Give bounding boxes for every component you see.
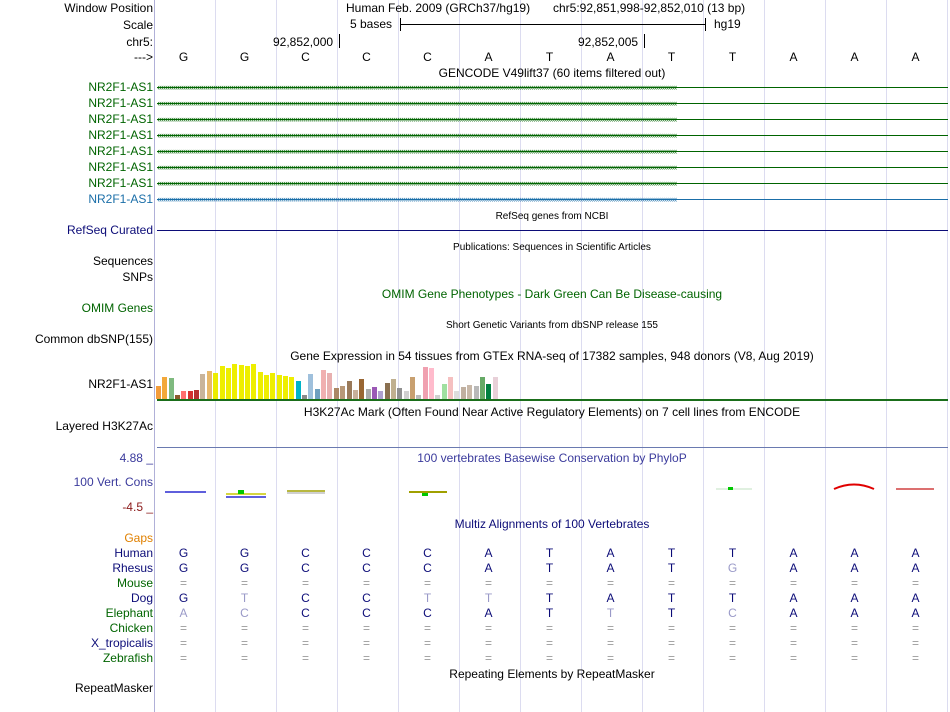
alignment-base: = (728, 636, 737, 650)
alignment-base: = (850, 576, 859, 590)
alignment-base: A (911, 546, 920, 560)
base-letter: T (728, 50, 737, 64)
alignment-base: = (179, 576, 188, 590)
alignment-base: = (301, 636, 310, 650)
alignment-base: C (240, 606, 249, 620)
alignment-base: = (179, 621, 188, 635)
alignment-base: = (606, 576, 615, 590)
gencode-strand-arrows: ‹‹‹‹‹‹‹‹‹‹‹‹‹‹‹‹‹‹‹‹‹‹‹‹‹‹‹‹‹‹‹‹‹‹‹‹‹‹‹‹‹‹‹‹‹‹‹‹‹‹‹‹‹‹‹‹‹‹‹‹‹‹‹‹‹‹‹‹‹‹‹‹‹‹‹‹‹‹‹‹‹‹‹‹‹‹‹‹‹‹‹‹‹‹‹‹‹‹‹‹‹‹‹‹‹‹‹‹‹‹‹‹‹‹‹‹‹‹‹‹‹‹‹‹‹‹‹‹‹‹‹‹‹‹‹‹‹‹‹‹‹‹‹‹‹‹‹‹‹‹‹‹‹‹‹‹‹‹‹‹‹‹‹‹‹‹‹‹‹‹‹‹‹‹‹‹‹‹‹‹‹‹‹‹‹‹‹‹‹‹‹‹‹‹‹‹‹‹‹‹‹‹‹‹‹‹‹‹‹‹‹‹‹‹‹‹‹‹‹‹‹‹‹‹‹‹‹‹‹‹‹‹‹‹‹‹‹‹‹‹‹‹‹‹‹‹‹‹‹‹‹‹‹‹‹‹‹‹‹‹ (157, 82, 677, 92)
species-label[interactable]: Dog (130, 591, 153, 605)
alignment-base: T (545, 591, 554, 605)
alignment-base: = (850, 651, 859, 665)
alignment-base: = (484, 576, 493, 590)
alignment-base: = (667, 636, 676, 650)
alignment-base: = (545, 651, 554, 665)
alignment-base: T (667, 591, 676, 605)
repeatmasker-track-title: Repeating Elements by RepeatMasker (449, 667, 655, 681)
alignment-base: = (545, 621, 554, 635)
alignment-base: A (484, 546, 493, 560)
alignment-base: = (911, 636, 920, 650)
alignment-base: = (423, 621, 432, 635)
alignment-base: = (545, 576, 554, 590)
refseq-track-label[interactable]: RefSeq Curated (66, 223, 153, 237)
alignment-base: A (850, 606, 859, 620)
gencode-track-title: GENCODE V49lift37 (60 items filtered out) (438, 66, 666, 80)
base-letter: C (301, 50, 310, 64)
gencode-item-label[interactable]: NR2F1-AS1 (88, 80, 153, 94)
alignment-base: = (362, 576, 371, 590)
alignment-base: = (240, 621, 249, 635)
species-label[interactable]: X_tropicalis (90, 636, 153, 650)
chr-label: chr5: (126, 35, 153, 49)
alignment-base: = (484, 621, 493, 635)
alignment-base: A (606, 546, 615, 560)
alignment-base: C (362, 546, 371, 560)
gencode-strand-arrows: ‹‹‹‹‹‹‹‹‹‹‹‹‹‹‹‹‹‹‹‹‹‹‹‹‹‹‹‹‹‹‹‹‹‹‹‹‹‹‹‹‹‹‹‹‹‹‹‹‹‹‹‹‹‹‹‹‹‹‹‹‹‹‹‹‹‹‹‹‹‹‹‹‹‹‹‹‹‹‹‹‹‹‹‹‹‹‹‹‹‹‹‹‹‹‹‹‹‹‹‹‹‹‹‹‹‹‹‹‹‹‹‹‹‹‹‹‹‹‹‹‹‹‹‹‹‹‹‹‹‹‹‹‹‹‹‹‹‹‹‹‹‹‹‹‹‹‹‹‹‹‹‹‹‹‹‹‹‹‹‹‹‹‹‹‹‹‹‹‹‹‹‹‹‹‹‹‹‹‹‹‹‹‹‹‹‹‹‹‹‹‹‹‹‹‹‹‹‹‹‹‹‹‹‹‹‹‹‹‹‹‹‹‹‹‹‹‹‹‹‹‹‹‹‹‹‹‹‹‹‹‹‹‹‹‹‹‹‹‹‹‹‹‹‹‹‹‹‹‹‹‹‹‹‹‹‹‹‹‹‹ (157, 146, 677, 156)
alignment-base: A (789, 606, 798, 620)
gencode-strand-arrows: ‹‹‹‹‹‹‹‹‹‹‹‹‹‹‹‹‹‹‹‹‹‹‹‹‹‹‹‹‹‹‹‹‹‹‹‹‹‹‹‹‹‹‹‹‹‹‹‹‹‹‹‹‹‹‹‹‹‹‹‹‹‹‹‹‹‹‹‹‹‹‹‹‹‹‹‹‹‹‹‹‹‹‹‹‹‹‹‹‹‹‹‹‹‹‹‹‹‹‹‹‹‹‹‹‹‹‹‹‹‹‹‹‹‹‹‹‹‹‹‹‹‹‹‹‹‹‹‹‹‹‹‹‹‹‹‹‹‹‹‹‹‹‹‹‹‹‹‹‹‹‹‹‹‹‹‹‹‹‹‹‹‹‹‹‹‹‹‹‹‹‹‹‹‹‹‹‹‹‹‹‹‹‹‹‹‹‹‹‹‹‹‹‹‹‹‹‹‹‹‹‹‹‹‹‹‹‹‹‹‹‹‹‹‹‹‹‹‹‹‹‹‹‹‹‹‹‹‹‹‹‹‹‹‹‹‹‹‹‹‹‹‹‹‹‹‹‹‹‹‹‹‹‹‹‹‹‹‹‹‹ (157, 130, 677, 140)
dbsnp-track-label[interactable]: Common dbSNP(155) (34, 332, 153, 346)
alignment-base: = (362, 636, 371, 650)
gencode-strand-arrows: ‹‹‹‹‹‹‹‹‹‹‹‹‹‹‹‹‹‹‹‹‹‹‹‹‹‹‹‹‹‹‹‹‹‹‹‹‹‹‹‹‹‹‹‹‹‹‹‹‹‹‹‹‹‹‹‹‹‹‹‹‹‹‹‹‹‹‹‹‹‹‹‹‹‹‹‹‹‹‹‹‹‹‹‹‹‹‹‹‹‹‹‹‹‹‹‹‹‹‹‹‹‹‹‹‹‹‹‹‹‹‹‹‹‹‹‹‹‹‹‹‹‹‹‹‹‹‹‹‹‹‹‹‹‹‹‹‹‹‹‹‹‹‹‹‹‹‹‹‹‹‹‹‹‹‹‹‹‹‹‹‹‹‹‹‹‹‹‹‹‹‹‹‹‹‹‹‹‹‹‹‹‹‹‹‹‹‹‹‹‹‹‹‹‹‹‹‹‹‹‹‹‹‹‹‹‹‹‹‹‹‹‹‹‹‹‹‹‹‹‹‹‹‹‹‹‹‹‹‹‹‹‹‹‹‹‹‹‹‹‹‹‹‹‹‹‹‹‹‹‹‹‹‹‹‹‹‹‹‹‹ (157, 162, 677, 172)
alignment-base: = (362, 621, 371, 635)
alignment-base: = (789, 651, 798, 665)
omim-track-title: OMIM Gene Phenotypes - Dark Green Can Be Disease-causing (381, 287, 723, 301)
alignment-base: C (423, 546, 432, 560)
alignment-base: = (789, 621, 798, 635)
alignment-base: G (727, 561, 738, 575)
base-letter: A (484, 50, 493, 64)
alignment-base: A (789, 546, 798, 560)
base-letter: T (545, 50, 554, 64)
alignment-base: = (911, 621, 920, 635)
alignment-base: = (240, 651, 249, 665)
gencode-strand-arrows: ‹‹‹‹‹‹‹‹‹‹‹‹‹‹‹‹‹‹‹‹‹‹‹‹‹‹‹‹‹‹‹‹‹‹‹‹‹‹‹‹‹‹‹‹‹‹‹‹‹‹‹‹‹‹‹‹‹‹‹‹‹‹‹‹‹‹‹‹‹‹‹‹‹‹‹‹‹‹‹‹‹‹‹‹‹‹‹‹‹‹‹‹‹‹‹‹‹‹‹‹‹‹‹‹‹‹‹‹‹‹‹‹‹‹‹‹‹‹‹‹‹‹‹‹‹‹‹‹‹‹‹‹‹‹‹‹‹‹‹‹‹‹‹‹‹‹‹‹‹‹‹‹‹‹‹‹‹‹‹‹‹‹‹‹‹‹‹‹‹‹‹‹‹‹‹‹‹‹‹‹‹‹‹‹‹‹‹‹‹‹‹‹‹‹‹‹‹‹‹‹‹‹‹‹‹‹‹‹‹‹‹‹‹‹‹‹‹‹‹‹‹‹‹‹‹‹‹‹‹‹‹‹‹‹‹‹‹‹‹‹‹‹‹‹‹‹‹‹‹‹‹‹‹‹‹‹‹‹‹‹ (157, 178, 677, 188)
alignment-base: G (178, 546, 189, 560)
alignment-base: = (301, 621, 310, 635)
refseq-track-title: RefSeq genes from NCBI (495, 211, 609, 222)
gencode-strand-arrows: ‹‹‹‹‹‹‹‹‹‹‹‹‹‹‹‹‹‹‹‹‹‹‹‹‹‹‹‹‹‹‹‹‹‹‹‹‹‹‹‹‹‹‹‹‹‹‹‹‹‹‹‹‹‹‹‹‹‹‹‹‹‹‹‹‹‹‹‹‹‹‹‹‹‹‹‹‹‹‹‹‹‹‹‹‹‹‹‹‹‹‹‹‹‹‹‹‹‹‹‹‹‹‹‹‹‹‹‹‹‹‹‹‹‹‹‹‹‹‹‹‹‹‹‹‹‹‹‹‹‹‹‹‹‹‹‹‹‹‹‹‹‹‹‹‹‹‹‹‹‹‹‹‹‹‹‹‹‹‹‹‹‹‹‹‹‹‹‹‹‹‹‹‹‹‹‹‹‹‹‹‹‹‹‹‹‹‹‹‹‹‹‹‹‹‹‹‹‹‹‹‹‹‹‹‹‹‹‹‹‹‹‹‹‹‹‹‹‹‹‹‹‹‹‹‹‹‹‹‹‹‹‹‹‹‹‹‹‹‹‹‹‹‹‹‹‹‹‹‹‹‹‹‹‹‹‹‹‹‹‹ (157, 98, 677, 108)
base-letter: A (911, 50, 920, 64)
alignment-base: = (423, 636, 432, 650)
base-letter: G (239, 50, 250, 64)
alignment-base: = (667, 621, 676, 635)
assembly-text: Human Feb. 2009 (GRCh37/hg19) (346, 1, 531, 15)
alignment-base: C (362, 606, 371, 620)
species-label[interactable]: Chicken (109, 621, 153, 635)
base-letter: C (362, 50, 371, 64)
alignment-base: C (362, 591, 371, 605)
phylop-glyphs (165, 485, 934, 498)
alignment-base: = (240, 576, 249, 590)
alignment-base: = (179, 636, 188, 650)
alignment-base: C (301, 546, 310, 560)
alignment-base: = (911, 576, 920, 590)
multiz-track-title: Multiz Alignments of 100 Vertebrates (454, 517, 650, 531)
alignment-base: C (301, 591, 310, 605)
scale-bar-text: 5 bases (350, 17, 393, 31)
dbsnp-track-title: Short Genetic Variants from dbSNP release 155 (446, 320, 658, 331)
alignment-base: A (850, 591, 859, 605)
alignment-base: A (484, 606, 493, 620)
alignment-base: A (850, 546, 859, 560)
phylop-min-label: -4.5 _ (122, 500, 153, 514)
alignment-base: = (301, 576, 310, 590)
alignment-base: T (545, 546, 554, 560)
gaps-label[interactable]: Gaps (124, 531, 153, 545)
alignment-base: A (911, 591, 920, 605)
coord-label-2: 92,852,005 (578, 35, 639, 49)
phylop-track-title: 100 vertebrates Basewise Conservation by PhyloP (417, 451, 687, 465)
alignment-base: T (545, 606, 554, 620)
alignment-base: C (301, 606, 310, 620)
alignment-base: = (362, 651, 371, 665)
base-letter: A (850, 50, 859, 64)
alignment-base: A (789, 591, 798, 605)
alignment-base: = (850, 621, 859, 635)
gtex-track-title: Gene Expression in 54 tissues from GTEx RNA-seq of 17382 samples, 948 donors (V8, Aug 2019) (290, 349, 814, 363)
alignment-base: C (728, 606, 737, 620)
scale-db-text: hg19 (714, 17, 741, 31)
alignment-base: = (606, 621, 615, 635)
alignment-base: T (728, 546, 737, 560)
base-letter: C (423, 50, 432, 64)
phylop-max-label: 4.88 _ (119, 451, 153, 465)
gencode-item-label[interactable]: NR2F1-AS1 (88, 112, 153, 126)
alignment-base: A (789, 561, 798, 575)
alignment-base: = (667, 576, 676, 590)
phylop-track-label[interactable]: 100 Vert. Cons (73, 475, 153, 489)
base-letter: A (606, 50, 615, 64)
alignment-base: = (789, 636, 798, 650)
position-text: chr5:92,851,998-92,852,010 (13 bp) (553, 1, 746, 15)
alignment-base: = (728, 651, 737, 665)
alignment-base: A (606, 591, 615, 605)
species-label[interactable]: Mouse (116, 576, 153, 590)
species-label[interactable]: Zebrafish (102, 651, 153, 665)
gtex-track-label[interactable]: NR2F1-AS1 (88, 377, 153, 391)
gencode-item-label[interactable]: NR2F1-AS1 (88, 160, 153, 174)
alignment-base: = (423, 576, 432, 590)
h3k27ac-track-title: H3K27Ac Mark (Often Found Near Active Regulatory Elements) on 7 cell lines from ENCODE (303, 405, 801, 419)
alignment-base: T (728, 591, 737, 605)
alignment-base: G (178, 591, 189, 605)
window-position-label: Window Position (64, 1, 153, 15)
alignment-base: = (789, 576, 798, 590)
alignment-base: T (667, 606, 676, 620)
alignment-base: = (423, 651, 432, 665)
gencode-item-label[interactable]: NR2F1-AS1 (88, 128, 153, 142)
gencode-strand-arrows: ‹‹‹‹‹‹‹‹‹‹‹‹‹‹‹‹‹‹‹‹‹‹‹‹‹‹‹‹‹‹‹‹‹‹‹‹‹‹‹‹‹‹‹‹‹‹‹‹‹‹‹‹‹‹‹‹‹‹‹‹‹‹‹‹‹‹‹‹‹‹‹‹‹‹‹‹‹‹‹‹‹‹‹‹‹‹‹‹‹‹‹‹‹‹‹‹‹‹‹‹‹‹‹‹‹‹‹‹‹‹‹‹‹‹‹‹‹‹‹‹‹‹‹‹‹‹‹‹‹‹‹‹‹‹‹‹‹‹‹‹‹‹‹‹‹‹‹‹‹‹‹‹‹‹‹‹‹‹‹‹‹‹‹‹‹‹‹‹‹‹‹‹‹‹‹‹‹‹‹‹‹‹‹‹‹‹‹‹‹‹‹‹‹‹‹‹‹‹‹‹‹‹‹‹‹‹‹‹‹‹‹‹‹‹‹‹‹‹‹‹‹‹‹‹‹‹‹‹‹‹‹‹‹‹‹‹‹‹‹‹‹‹‹‹‹‹‹‹‹‹‹‹‹‹‹‹‹‹‹‹ (157, 194, 677, 204)
publications-track-title: Publications: Sequences in Scientific Articles (453, 242, 651, 253)
alignment-base: A (911, 606, 920, 620)
alignment-base: T (606, 606, 615, 620)
alignment-base: = (606, 636, 615, 650)
alignment-base: = (179, 651, 188, 665)
base-letter: A (789, 50, 798, 64)
h3k27ac-track-label[interactable]: Layered H3K27Ac (55, 419, 153, 433)
alignment-base: = (667, 651, 676, 665)
alignment-base: = (301, 651, 310, 665)
gencode-item-label[interactable]: NR2F1-AS1 (88, 192, 153, 206)
alignment-base: = (240, 636, 249, 650)
gencode-strand-arrows: ‹‹‹‹‹‹‹‹‹‹‹‹‹‹‹‹‹‹‹‹‹‹‹‹‹‹‹‹‹‹‹‹‹‹‹‹‹‹‹‹‹‹‹‹‹‹‹‹‹‹‹‹‹‹‹‹‹‹‹‹‹‹‹‹‹‹‹‹‹‹‹‹‹‹‹‹‹‹‹‹‹‹‹‹‹‹‹‹‹‹‹‹‹‹‹‹‹‹‹‹‹‹‹‹‹‹‹‹‹‹‹‹‹‹‹‹‹‹‹‹‹‹‹‹‹‹‹‹‹‹‹‹‹‹‹‹‹‹‹‹‹‹‹‹‹‹‹‹‹‹‹‹‹‹‹‹‹‹‹‹‹‹‹‹‹‹‹‹‹‹‹‹‹‹‹‹‹‹‹‹‹‹‹‹‹‹‹‹‹‹‹‹‹‹‹‹‹‹‹‹‹‹‹‹‹‹‹‹‹‹‹‹‹‹‹‹‹‹‹‹‹‹‹‹‹‹‹‹‹‹‹‹‹‹‹‹‹‹‹‹‹‹‹‹‹‹‹‹‹‹‹‹‹‹‹‹‹‹‹‹ (157, 114, 677, 124)
alignment-base: C (423, 561, 432, 575)
alignment-base: = (606, 651, 615, 665)
sequences-track-label[interactable]: Sequences (92, 254, 153, 268)
alignment-base: T (667, 546, 676, 560)
gencode-item-label[interactable]: NR2F1-AS1 (88, 176, 153, 190)
alignment-base: C (362, 561, 371, 575)
alignment-base: A (606, 561, 615, 575)
alignment-base: A (911, 561, 920, 575)
alignment-base: T (545, 561, 554, 575)
alignment-base: = (911, 651, 920, 665)
alignment-base: A (484, 561, 493, 575)
alignment-base: = (545, 636, 554, 650)
alignment-base: T (240, 591, 249, 605)
species-label[interactable]: Human (114, 546, 153, 560)
gencode-item-label[interactable]: NR2F1-AS1 (88, 144, 153, 158)
alignment-base: A (850, 561, 859, 575)
repeatmasker-track-label[interactable]: RepeatMasker (74, 681, 153, 695)
alignment-base: G (239, 546, 250, 560)
alignment-base: T (667, 561, 676, 575)
alignment-base: C (423, 606, 432, 620)
snps-track-label[interactable]: SNPs (122, 270, 153, 284)
coord-label-1: 92,852,000 (273, 35, 334, 49)
alignment-base: T (423, 591, 432, 605)
alignment-base: = (850, 636, 859, 650)
scale-label: Scale (122, 18, 153, 32)
alignment-base: G (178, 561, 189, 575)
gencode-item-label[interactable]: NR2F1-AS1 (88, 96, 153, 110)
base-letter: G (178, 50, 189, 64)
alignment-base: = (728, 621, 737, 635)
alignment-base: = (484, 636, 493, 650)
omim-track-label[interactable]: OMIM Genes (81, 301, 153, 315)
alignment-base: = (484, 651, 493, 665)
alignment-base: T (484, 591, 493, 605)
alignment-base: A (179, 606, 188, 620)
alignment-base: C (301, 561, 310, 575)
species-label[interactable]: Rhesus (112, 561, 153, 575)
alignment-base: G (239, 561, 250, 575)
strand-arrow-label: ---> (134, 50, 153, 64)
species-label[interactable]: Elephant (105, 606, 153, 620)
alignment-base: = (728, 576, 737, 590)
base-letter: T (667, 50, 676, 64)
